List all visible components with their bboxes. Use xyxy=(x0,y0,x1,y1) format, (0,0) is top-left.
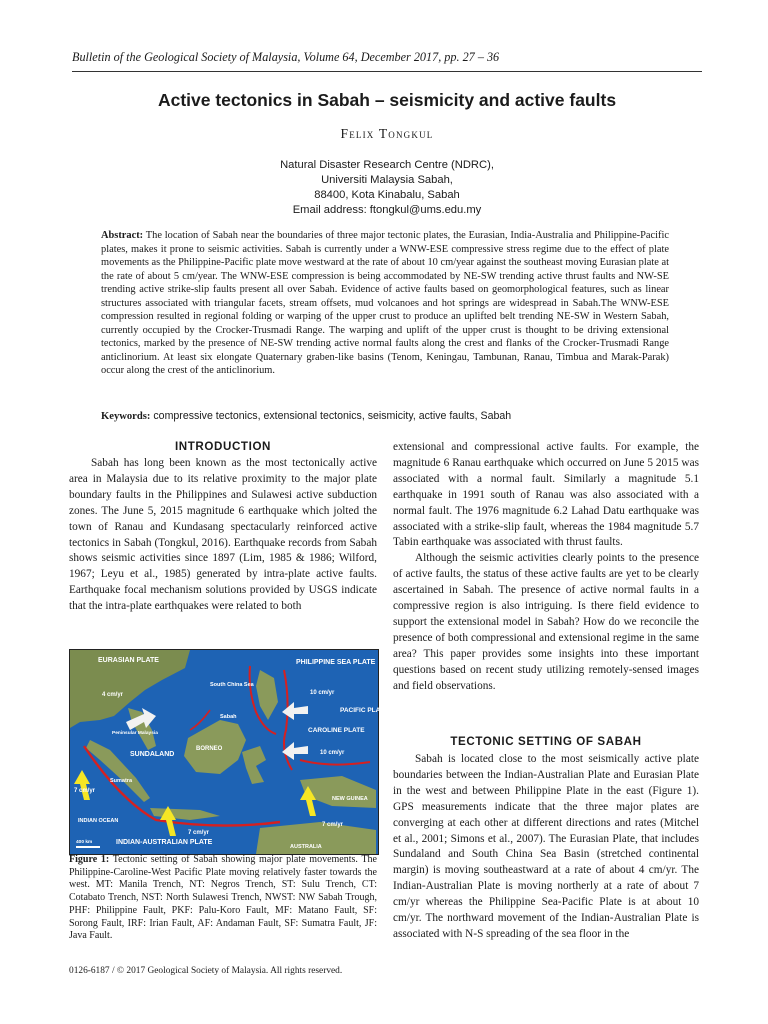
abstract xyxy=(101,229,669,378)
right-column xyxy=(393,440,699,695)
figure-caption xyxy=(69,854,377,943)
map-label-pacific: PACIFIC PLATE xyxy=(340,707,389,714)
paragraph: Although the seismic activities clearly points to the presence of active faults, the status of these active faults are yet to be clearly ascertained in Sabah. The presence of active normal faults in a compressive region is also intriguing. Is there field evidence to support the extensional model in Sabah? How do we reconcile the presence of both compressional and extensional regime in the same area? This paper provides some insights into these important questions based on recent study utilizing remotely-sensed images and field observations. xyxy=(393,552,699,692)
author-name: Felix Tongkul xyxy=(340,126,434,141)
map-scale-label: 400 km xyxy=(76,840,93,845)
affiliation-line: Natural Disaster Research Centre (NDRC), xyxy=(280,159,494,171)
figure-caption-label: Figure 1: xyxy=(69,854,110,865)
map-label-south-china-sea: South China Sea xyxy=(210,682,254,688)
abstract-label: Abstract: xyxy=(101,230,144,241)
map-label-eurasian: EURASIAN PLATE xyxy=(98,657,159,664)
tectonic-setting-column xyxy=(393,752,699,943)
figure-caption-text: Tectonic setting of Sabah showing major plate movements. The Philippine-Caroline-West Pacific Plate moving relatively faster towards the west. MT: Manila Trench, NT: Negros Trench, ST: Sulu Trench, CT: Cotabato Trench, NST: North Sulawesi Trench, NWST: NW Sabah Trough, PHF: Philippine Fault, PKF: Palu-Koro Fault, MF: Matano Fault, SF: Sorong Fault, IRF: Irian Fault, AF: Andaman Fault, SF: Sumatra Fault, JF: Java Fault. xyxy=(69,854,377,942)
journal-citation: Bulletin of the Geological Society of Malaysia, Volume 64, December 2017, pp. 27 – 36 xyxy=(72,50,500,64)
introduction-column xyxy=(69,456,377,615)
map-label-rate: 10 cm/yr xyxy=(320,750,345,756)
affiliation-line: 88400, Kota Kinabalu, Sabah xyxy=(314,189,460,201)
map-label-philippine: PHILIPPINE SEA PLATE xyxy=(296,659,376,666)
map-label-new-guinea: NEW GUINEA xyxy=(332,796,368,802)
map-label-malaysia: Peninsular Malaysia xyxy=(112,731,158,736)
map-label-rate: 4 cm/yr xyxy=(102,692,124,698)
paragraph: Sabah has long been known as the most tectonically active area in Malaysia due to its relative proximity to the major plate boundary faults in the Philippines and Sulawesi active subduction zones. The June 5, 2015 magnitude 6 earthquake which jolted the town of Ranau and Kundasang spectacularly reinforced active tectonics in Sabah (Tongkul, 2016). Earthquake records from Sabah shows seismic activities since 1897 (Lim, 1985 & 1986; Wilford, 1967; Leyu et al., 1985) generated by intra-plate active faults. Earthquake focal mechanism solutions provided by USGS indicate that the intra-plate earthquakes were related to both xyxy=(69,457,377,613)
paragraph: extensional and compressional active faults. For example, the magnitude 6 Ranau earthquake which occurred on June 5 2015 was associated with a normal fault. Similarly a magnitude 5.1 earthquake in 1991 south of Ranau was also associated with a normal fault. The 1976 magnitude 6.2 Lahad Datu earthquake was associated with a strike-slip fault, whereas the 1984 magnitude 5.7 Tabin earthquake was associated with thrust faults. xyxy=(393,441,699,549)
map-label-rate: 7 cm/yr xyxy=(188,830,210,836)
tectonic-map xyxy=(70,650,389,854)
tectonic-map-figure xyxy=(69,649,389,855)
map-label-rate: 7 cm/yr xyxy=(74,788,96,794)
keywords-label: Keywords: xyxy=(101,411,151,422)
map-label-sumatra: Sumatra xyxy=(110,778,133,784)
map-label-indian-ocean: INDIAN OCEAN xyxy=(78,818,119,824)
affiliation-email: Email address: ftongkul@ums.edu.my xyxy=(292,204,482,216)
keywords-text: compressive tectonics, extensional tectonics, seismicity, active faults, Sabah xyxy=(150,410,512,422)
map-label-rate: 7 cm/yr xyxy=(322,822,344,828)
article-title: Active tectonics in Sabah – seismicity and active faults xyxy=(157,90,617,110)
map-label-australia: AUSTRALIA xyxy=(290,844,322,850)
map-label-indo-australian: INDIAN-AUSTRALIAN PLATE xyxy=(116,839,213,846)
abstract-text: The location of Sabah near the boundaries of three major tectonic plates, the Eurasian, India-Australia and Philippine-Pacific plates, makes it prone to seismic activities. Sabah is currently under a WNW-ESE compressive stress regime due to the effect of plate movements as the Philippine-Pacific plate move westward at the rate of about 10 cm/year against the southeast moving Eurasian plate at the rate of about 5 cm/year. The WNW-ESE compression is being accommodated by NE-SW trending active thrust faults and NW-SE trending active strike-slip faults present all over Sabah. Evidence of active faults based on geomorphological features, such as linear structures associated with triangular facets, stream offsets, mud volcanoes and hot springs are widespread in Sabah.The WNW-ESE compression resulted in regional folding or warping of the upper crust to produce an uplifted belt trending NE-SW in Western Sabah, currently occupied by the Crocker-Trusmadi Range. The warping and uplift of the upper crust is thought to be driving extensional tectonics, marked by the presence of NE-SW trending active normal faults along the crest and flanks of the Crocker-Trusmadi Range anticlinorium. At least six elongate Quaternary graben-like basins (Tenom, Keningau, Tambunan, Ranau, Timbua and Marak-Parak) occur along the crest of the anticlinorium. xyxy=(101,230,669,377)
affiliation-line: Universiti Malaysia Sabah, xyxy=(321,174,453,186)
map-label-borneo: BORNEO xyxy=(196,746,223,752)
paragraph: Sabah is located close to the most seismically active plate boundaries between the Indian-Australian Plate and Eurasian Plate in the west and between Philippine Plate in the east (Figure 1). GPS measurements indicate that the three major plates are converging at each other at different directions and rates (Mitchel et al., 2001; Simons et al., 2007). The Eurasian Plate, that includes Sundaland and South China Sea Basin (stretched continental margin) is moving southeastward at a rate of about 4 cm/yr. The Indian-Australian Plate is moving northerly at a rate of about 7 cm/yr whereas the Philippine Sea-Pacific Plate is at about 10 cm/yr. The northward movement of the Indian-Australian Plate is associated with N-S spreading of the sea floor in the xyxy=(393,753,699,940)
affiliation xyxy=(72,158,702,218)
keywords xyxy=(101,410,681,422)
map-label-sundaland: SUNDALAND xyxy=(130,751,175,758)
map-label-caroline: CAROLINE PLATE xyxy=(308,727,365,734)
section-heading-introduction: INTRODUCTION xyxy=(174,440,272,453)
header-rule xyxy=(72,71,702,72)
section-heading-tectonic-setting: TECTONIC SETTING OF SABAH xyxy=(450,735,642,748)
map-label-sabah: Sabah xyxy=(220,714,237,720)
copyright-footer: 0126-6187 / © 2017 Geological Society of Malaysia. All rights reserved. xyxy=(69,966,343,976)
scale-bar xyxy=(76,846,100,848)
map-label-rate: 10 cm/yr xyxy=(310,690,335,696)
